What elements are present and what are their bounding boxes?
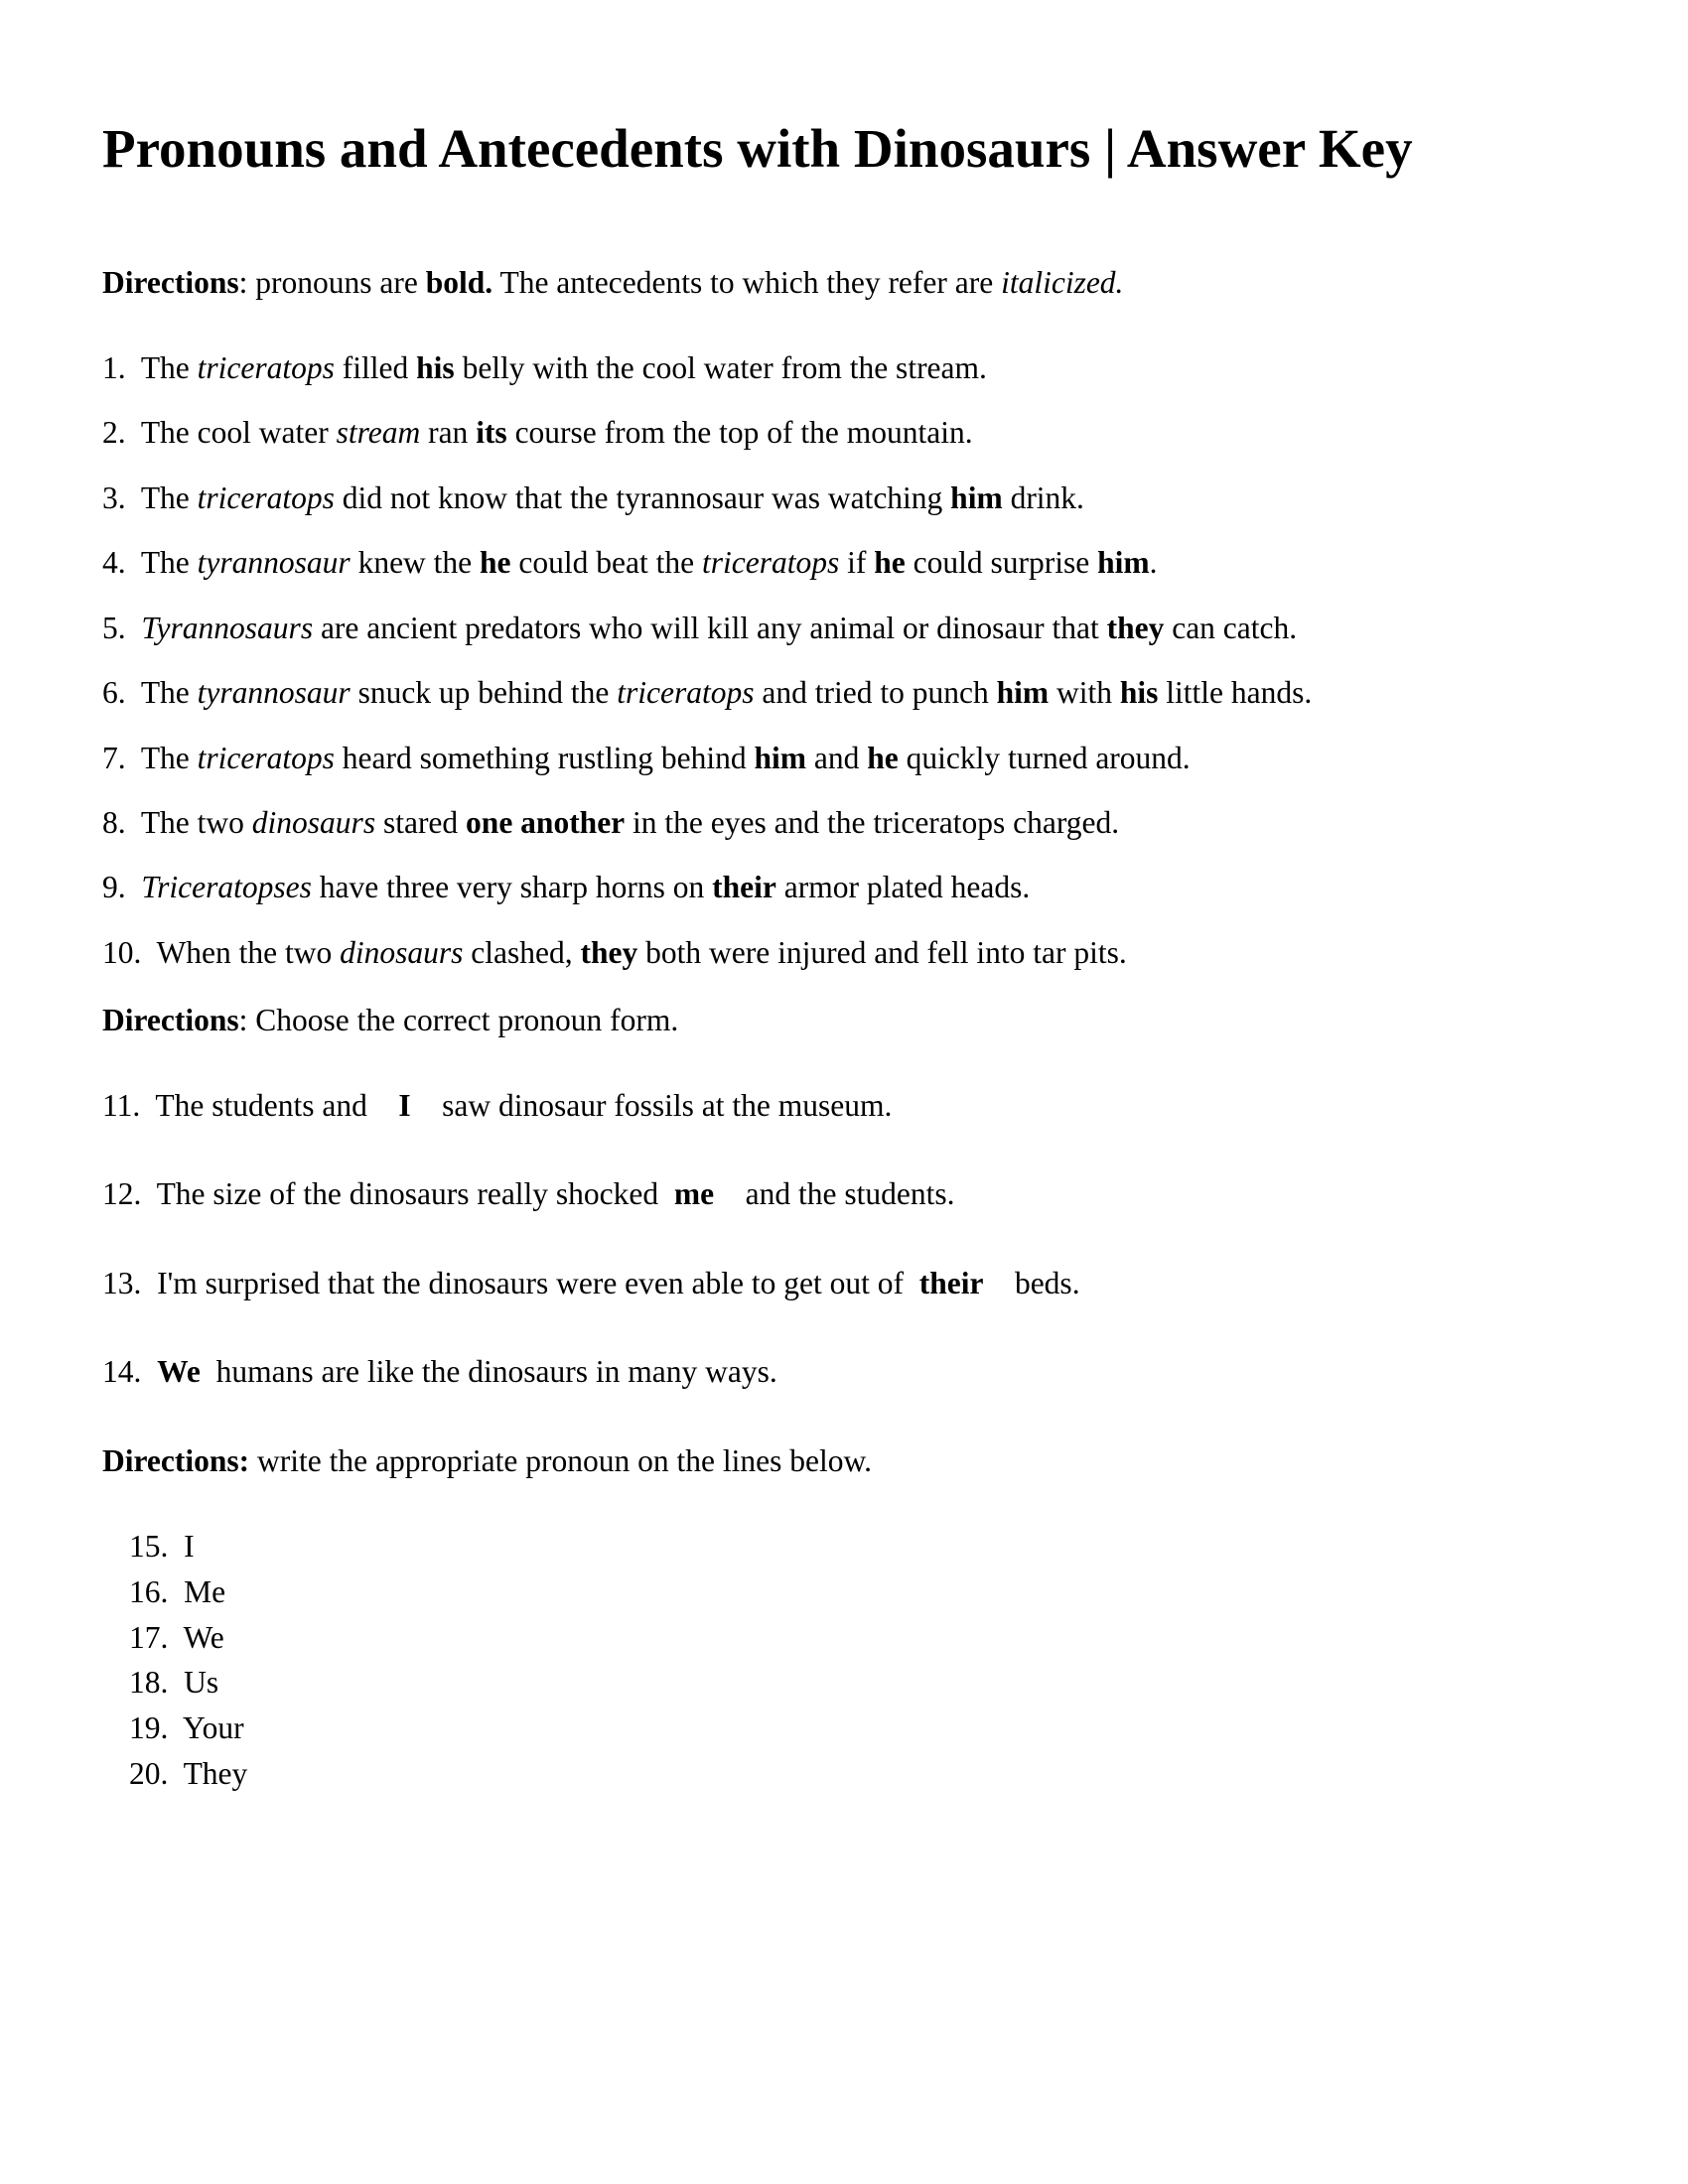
text-run: Me xyxy=(184,1573,226,1609)
item-number: 10. xyxy=(102,934,157,970)
text-run: They xyxy=(183,1755,248,1791)
list-item xyxy=(102,931,1529,974)
text-run: course from the top of the mountain. xyxy=(506,415,973,451)
pronoun-bold: him xyxy=(1097,545,1150,581)
directions-choose xyxy=(102,999,1529,1041)
pronoun-bold: they xyxy=(1106,610,1165,645)
antecedent-italic: dinosaurs xyxy=(340,934,464,970)
item-number: 2. xyxy=(102,415,141,451)
item-number: 1. xyxy=(102,349,141,385)
list-item xyxy=(102,866,1529,908)
pronoun-bold: he xyxy=(480,545,511,581)
pronoun-bold: him xyxy=(996,675,1050,711)
pronoun-bold: their xyxy=(918,1265,984,1300)
text-run: if xyxy=(839,545,875,581)
pronoun-bold: bold. xyxy=(425,265,493,301)
text-run: both were injured and fell into tar pits. xyxy=(637,934,1127,970)
antecedent-italic: dinosaurs xyxy=(251,805,376,840)
list-item xyxy=(102,1706,1529,1751)
text-run: could beat the xyxy=(510,545,702,581)
list-item xyxy=(102,801,1529,844)
text-run: snuck up behind the xyxy=(350,675,618,711)
text-run: and the students. xyxy=(714,1176,955,1212)
pronoun-bold: Directions xyxy=(102,1003,239,1038)
text-run: Your xyxy=(182,1709,244,1745)
text-run: When the two xyxy=(156,934,341,970)
antecedent-italic: triceratops xyxy=(701,545,840,581)
list-item xyxy=(102,1350,1529,1393)
antecedent-italic: Triceratopses xyxy=(141,870,312,905)
text-run: clashed, xyxy=(463,934,581,970)
text-run: I xyxy=(184,1529,195,1565)
text-run: The xyxy=(140,740,198,775)
antecedent-italic: Tyrannosaurs xyxy=(141,610,314,645)
list-item xyxy=(102,1084,1529,1127)
text-run: have three very sharp horns on xyxy=(311,870,713,905)
item-number: 6. xyxy=(102,675,141,711)
list-item xyxy=(102,737,1529,779)
text-run: The two xyxy=(140,805,252,840)
list-item xyxy=(102,541,1529,584)
text-run: and xyxy=(806,740,868,775)
item-number: 4. xyxy=(102,545,141,581)
list-item xyxy=(102,1262,1529,1304)
list-item xyxy=(102,1570,1529,1615)
pronoun-bold: me xyxy=(673,1176,715,1212)
text-run: The xyxy=(140,545,198,581)
pronoun-bold: their xyxy=(712,870,776,905)
text-run: stared xyxy=(375,805,467,840)
text-run: did not know that the tyrannosaur was watching xyxy=(334,479,951,515)
item-number: 17. xyxy=(129,1619,184,1655)
text-run: belly with the cool water from the stream. xyxy=(454,349,987,385)
pronoun-bold: its xyxy=(476,415,507,451)
text-run: knew the xyxy=(350,545,481,581)
pronoun-bold: he xyxy=(867,740,899,775)
pronoun-bold: Directions: xyxy=(102,1442,250,1478)
item-number: 13. xyxy=(102,1265,158,1300)
pronoun-bold: Directions xyxy=(102,265,239,301)
list-item xyxy=(102,477,1529,519)
item-number: 5. xyxy=(102,610,142,645)
list-item xyxy=(102,346,1529,389)
text-run: can catch. xyxy=(1164,610,1298,645)
text-run: . xyxy=(1149,545,1158,581)
text-run: quickly turned around. xyxy=(898,740,1191,775)
pronoun-bold: he xyxy=(874,545,906,581)
pronoun-bold: his xyxy=(416,349,455,385)
text-run: The cool water xyxy=(140,415,337,451)
list-item xyxy=(102,1524,1529,1570)
list-item xyxy=(102,607,1529,649)
text-run: could surprise xyxy=(905,545,1098,581)
text-run: : pronouns are xyxy=(238,265,426,301)
text-run: in the eyes and the triceratops charged. xyxy=(625,805,1120,840)
text-run: and tried to punch xyxy=(754,675,997,711)
text-run: ran xyxy=(420,415,477,451)
text-run: with xyxy=(1049,675,1120,711)
text-run: armor plated heads. xyxy=(775,870,1031,905)
directions-write xyxy=(102,1439,1529,1482)
text-run: heard something rustling behind xyxy=(334,740,755,775)
text-run: beds. xyxy=(983,1265,1080,1300)
item-number: 8. xyxy=(102,805,141,840)
antecedent-italic: triceratops xyxy=(197,740,335,775)
list-item xyxy=(102,1751,1529,1797)
list-item xyxy=(102,671,1529,714)
list-item xyxy=(102,411,1529,454)
item-number: 14. xyxy=(102,1354,158,1390)
text-run: The xyxy=(140,349,198,385)
list-item xyxy=(102,1172,1529,1215)
item-number: 15. xyxy=(129,1529,185,1565)
antecedent-italic: triceratops xyxy=(197,479,335,515)
text-run: are ancient predators who will kill any animal or dinosaur that xyxy=(313,610,1107,645)
list-item xyxy=(102,1660,1529,1706)
item-number: 20. xyxy=(129,1755,184,1791)
pronoun-bold: We xyxy=(157,1354,201,1390)
text-run: The antecedents to which they refer are xyxy=(492,265,1002,301)
pronoun-bold: him xyxy=(950,479,1003,515)
item-number: 3. xyxy=(102,479,141,515)
antecedent-italic: triceratops xyxy=(617,675,755,711)
item-number: 19. xyxy=(129,1709,183,1745)
item-number: 11. xyxy=(102,1087,156,1123)
page-title: Pronouns and Antecedents with Dinosaurs | Answer Key xyxy=(102,118,1413,179)
antecedent-italic: italicized. xyxy=(1001,265,1124,301)
text-run: : Choose the correct pronoun form. xyxy=(238,1003,679,1038)
pronoun-bold: one another xyxy=(466,805,626,840)
text-run: The xyxy=(140,675,198,711)
antecedent-italic: tyrannosaur xyxy=(197,675,351,711)
text-run: drink. xyxy=(1002,479,1084,515)
text-run: write the appropriate pronoun on the lines below. xyxy=(249,1442,873,1478)
document-body xyxy=(102,261,1529,1796)
list-item xyxy=(102,1615,1529,1661)
pronoun-bold: him xyxy=(754,740,806,775)
item-number: 12. xyxy=(102,1176,157,1212)
text-run: We xyxy=(183,1619,224,1655)
text-run: humans are like the dinosaurs in many ways. xyxy=(200,1354,777,1390)
text-run: The size of the dinosaurs really shocked xyxy=(156,1176,674,1212)
item-number: 7. xyxy=(102,740,141,775)
item-number: 16. xyxy=(129,1573,185,1609)
directions-identify xyxy=(102,261,1529,304)
text-run: saw dinosaur fossils at the museum. xyxy=(410,1087,893,1123)
item-number: 9. xyxy=(102,870,142,905)
pronoun-bold: they xyxy=(580,934,638,970)
text-run: The students and xyxy=(155,1087,399,1123)
antecedent-italic: tyrannosaur xyxy=(197,545,351,581)
antecedent-italic: triceratops xyxy=(197,349,335,385)
pronoun-bold: I xyxy=(398,1087,411,1123)
text-run: Us xyxy=(184,1665,219,1701)
text-run: filled xyxy=(334,349,417,385)
text-run: I'm surprised that the dinosaurs were even able to get out of xyxy=(157,1265,919,1300)
text-run: The xyxy=(140,479,198,515)
text-run: little hands. xyxy=(1158,675,1313,711)
antecedent-italic: stream xyxy=(336,415,421,451)
pronoun-bold: his xyxy=(1119,675,1159,711)
item-number: 18. xyxy=(129,1665,185,1701)
